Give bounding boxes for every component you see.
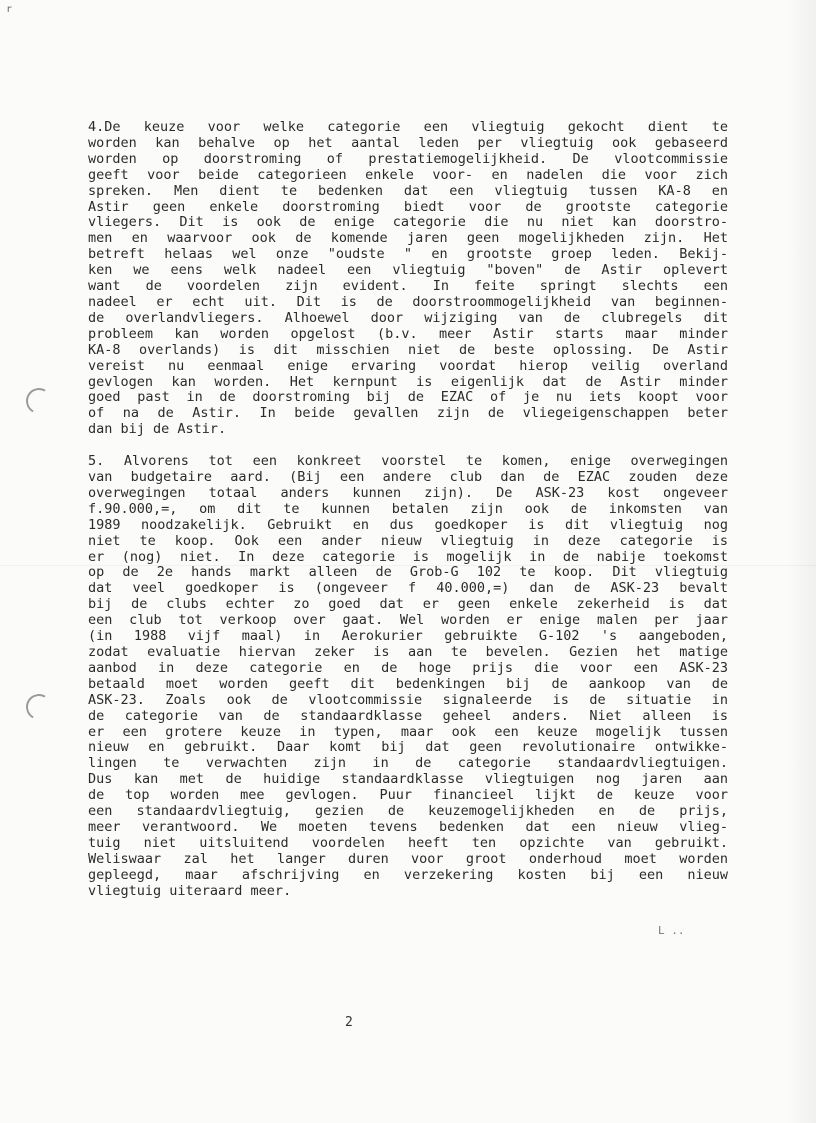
text-line: lingen te verwachten zijn in de categorie standaardvliegtuigen. — [88, 755, 728, 772]
text-line: er een grotere keuze in typen, maar ook een keuze mogelijk tussen — [88, 723, 728, 740]
text-line: 1989 noodzakelijk. Gebruikt en dus goedkoper is dit vliegtuig nog — [88, 516, 728, 533]
text-line: gepleegd, maar afschrijving en verzekering kosten bij een nieuw — [88, 866, 728, 883]
text-line: er (nog) niet. In deze categorie is mogelijk in de nabije toekomst — [88, 548, 728, 565]
text-line: aanbod in deze categorie en de hoge prijs die voor een ASK-23 — [88, 659, 728, 676]
text-line: niet te koop. Ook een ander nieuw vliegtuig in deze categorie is — [88, 532, 728, 549]
text-line: de overlandvliegers. Alhoewel door wijziging van de clubregels dit — [88, 309, 728, 326]
text-line: dat veel goedkoper is (ongeveer f 40.000,=) dan de ASK-23 bevalt — [88, 580, 728, 597]
text-line: vliegers. Dit is ook de enige categorie die nu niet kan doorstro- — [88, 214, 728, 231]
paragraph-4 — [88, 120, 728, 438]
text-line: de top worden mee gevlogen. Puur financieel lijkt de keuze voor — [88, 787, 728, 804]
body-text — [88, 120, 728, 900]
text-line: worden kan behalve op het aantal leden per vliegtuig ook gebaseerd — [88, 134, 728, 151]
text-line: Weliswaar zal het langer duren voor groot onderhoud moet worden — [88, 850, 728, 867]
text-line: men en waarvoor ook de komende jaren geen mogelijkheden zijn. Het — [88, 230, 728, 247]
text-line: tuig niet uitsluitend voordelen heeft ten opzichte van gebruikt. — [88, 834, 728, 851]
text-line: betreft helaas wel onze "oudste " en grootste groep leden. Bekij- — [88, 246, 728, 263]
text-line: worden op doorstroming of prestatiemogelijkheid. De vlootcommissie — [88, 150, 728, 167]
text-line: betaald moet worden geeft dit bedenkingen bij de aankoop van de — [88, 675, 728, 692]
text-line: geeft voor beide categorieen enkele voor- en nadelen die voor zich — [88, 166, 728, 183]
text-line: dan bij de Astir. — [88, 421, 227, 438]
page-number: 2 — [345, 1015, 353, 1030]
punch-hole-mark-bottom — [23, 691, 55, 723]
paragraph-5 — [88, 454, 728, 899]
text-line: zodat evaluatie hiervan zeker is aan te bevelen. Gezien het matige — [88, 644, 728, 660]
text-line: f.90.000,=, om dit te kunnen betalen zijn ook de inkomsten van — [88, 500, 728, 517]
text-line: (in 1988 vijf maal) in Aerokurier gebruikte G-102 's aangeboden, — [88, 628, 728, 645]
text-line: de categorie van de standaardklasse geheel anders. Niet alleen is — [88, 707, 728, 724]
text-line: want de voordelen zijn evident. In feite springt slechts een — [88, 278, 728, 295]
text-line: 4.De keuze voor welke categorie een vliegtuig gekocht dient te — [88, 119, 728, 135]
text-line: bij de clubs echter zo goed dat er geen enkele zekerheid is dat — [88, 596, 728, 613]
punch-hole-mark-top — [23, 385, 55, 417]
text-line: een standaardvliegtuig, gezien de keuzemogelijkheden en de prijs, — [88, 803, 728, 820]
text-line: probleem kan worden opgelost (b.v. meer Astir starts maar minder — [88, 325, 728, 342]
text-line: vliegtuig uiteraard meer. — [88, 882, 292, 899]
text-line: gevlogen kan worden. Het kernpunt is eigenlijk dat de Astir minder — [88, 373, 728, 390]
text-line: nadeel er echt uit. Dit is de doorstroommogelijkheid van beginnen- — [88, 293, 728, 310]
margin-mark: L .. — [658, 924, 685, 937]
text-line: of na de Astir. In beide gevallen zijn de vliegeigenschappen beter — [88, 405, 728, 422]
page-edge-shadow — [788, 0, 816, 1123]
text-line: van budgetaire aard. (Bij een andere club dan de EZAC zouden deze — [88, 469, 728, 486]
text-line: vereist nu eenmaal enige ervaring voordat hierop veilig overland — [88, 357, 728, 374]
corner-mark: r — [6, 4, 13, 15]
text-line: spreken. Men dient te bedenken dat een vliegtuig tussen KA-8 en — [88, 182, 728, 199]
text-line: Astir geen enkele doorstroming biedt voor de grootste categorie — [88, 198, 728, 215]
text-line: ken we eens welk nadeel een vliegtuig "boven" de Astir oplevert — [88, 262, 728, 279]
text-line: goed past in de doorstroming bij de EZAC of je nu iets koopt voor — [88, 389, 728, 406]
text-line: Dus kan met de huidige standaardklasse vliegtuigen nog jaren aan — [88, 771, 728, 788]
text-line: ASK-23. Zoals ook de vlootcommissie signaleerde is de situatie in — [88, 691, 728, 708]
text-line: 5. Alvorens tot een konkreet voorstel te komen, enige overwegingen — [88, 453, 728, 470]
text-line: een club tot verkoop over gaat. Wel worden er enige malen per jaar — [88, 612, 728, 629]
text-line: overwegingen totaal anders kunnen zijn). De ASK-23 kost ongeveer — [88, 484, 728, 501]
text-line: KA-8 overlands) is dit misschien niet de beste oplossing. De Astir — [88, 341, 728, 358]
text-line: nieuw en gebruikt. Daar komt bij dat geen revolutionaire ontwikke- — [88, 739, 728, 756]
text-line: meer verantwoord. We moeten tevens bedenken dat een nieuw vlieg- — [88, 818, 728, 835]
text-line: op de 2e hands markt alleen de Grob-G 102 te koop. Dit vliegtuig — [88, 564, 728, 581]
